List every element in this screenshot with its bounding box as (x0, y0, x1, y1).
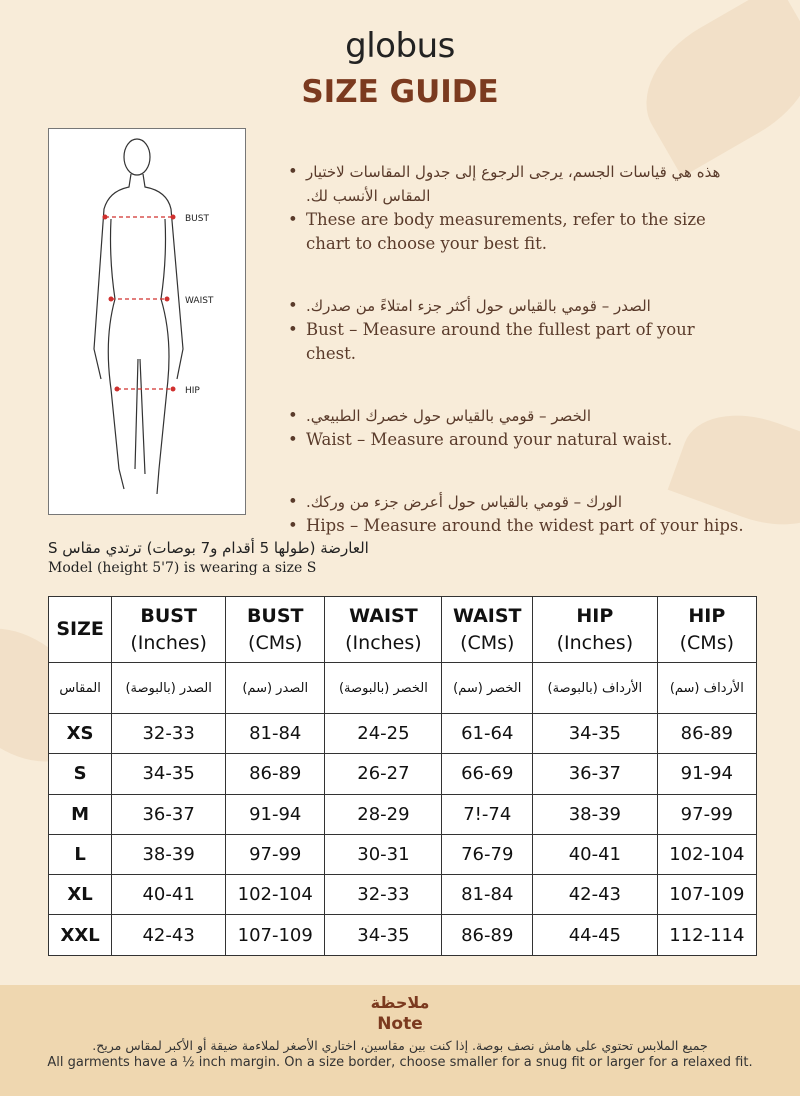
column-header-ar: الأرداف (بالبوصة) (533, 663, 658, 714)
measurement-cell: 97-99 (657, 794, 756, 834)
measurement-cell: 97-99 (226, 834, 325, 874)
page-title: SIZE GUIDE (301, 74, 499, 110)
header-main: BUST (246, 604, 304, 627)
bullet-ar: الورك – قومي بالقياس حول أعرض جزء من وركك. (306, 493, 623, 511)
measurement-cell: 24-25 (325, 714, 442, 754)
table-row (49, 714, 757, 754)
table-row (49, 915, 757, 955)
column-header-ar: الصدر (سم) (226, 663, 325, 714)
measurement-cell: 32-33 (112, 714, 226, 754)
size-cell: L (49, 834, 112, 874)
measurement-cell: 76-79 (442, 834, 533, 874)
measurement-cell: 28-29 (325, 794, 442, 834)
model-info-en: Model (height 5'7) is wearing a size S (48, 560, 317, 576)
model-info-ar: العارضة (طولها 5 أقدام و7 بوصات) ترتدي مقاس S (48, 539, 369, 557)
header-unit: (Inches) (130, 631, 207, 654)
column-header (533, 597, 658, 663)
table-row (49, 875, 757, 915)
measurement-cell: 7!-74 (442, 794, 533, 834)
bullet-ar: الخصر – قومي بالقياس حول خصرك الطبيعي. (306, 407, 592, 425)
column-header-ar: الخصر (بالبوصة) (325, 663, 442, 714)
table-row (49, 754, 757, 794)
bullet-ar: الصدر – قومي بالقياس حول أكثر جزء امتلاءً من صدرك. (306, 297, 651, 315)
bullet-en: Hips – Measure around the widest part of your hips. (306, 516, 744, 535)
size-cell: XS (49, 714, 112, 754)
bullet-en: Waist – Measure around your natural waist. (306, 430, 673, 449)
header-row (49, 597, 757, 663)
header-main: BUST (140, 604, 197, 627)
bust-label: BUST (185, 214, 209, 224)
header-unit: (Inches) (345, 631, 422, 654)
measurement-cell: 36-37 (112, 794, 226, 834)
hip-label: HIP (185, 386, 200, 396)
measurement-cell: 26-27 (325, 754, 442, 794)
column-header-ar: الصدر (بالبوصة) (112, 663, 226, 714)
column-header-ar: الخصر (سم) (442, 663, 533, 714)
note-text-ar: جميع الملابس تحتوي على هامش نصف بوصة. إذا كنت بين مقاسين، اختاري الأصغر لملاءمة ضيقة أو الأكبر لمقاس مريح. (92, 1038, 708, 1053)
model-info (48, 538, 369, 578)
size-cell: S (49, 754, 112, 794)
measurement-cell: 38-39 (533, 794, 658, 834)
measurement-cell: 61-64 (442, 714, 533, 754)
measurement-cell: 66-69 (442, 754, 533, 794)
header-unit: (CMs) (679, 631, 735, 654)
header-unit: (CMs) (248, 631, 303, 654)
measurement-cell: 112-114 (657, 915, 756, 955)
note-title: Note (377, 1014, 423, 1034)
measurement-cell: 32-33 (325, 875, 442, 915)
measurement-cell: 36-37 (533, 754, 658, 794)
measurement-cell: 102-104 (657, 834, 756, 874)
size-table (48, 596, 757, 956)
measurement-cell: 34-35 (533, 714, 658, 754)
table-row (49, 834, 757, 874)
column-header (226, 597, 325, 663)
brand-logo: globus (345, 26, 455, 66)
measurement-cell: 86-89 (226, 754, 325, 794)
header-unit: (CMs) (460, 631, 515, 654)
measurement-cell: 38-39 (112, 834, 226, 874)
measurement-cell: 107-109 (226, 915, 325, 955)
table-row (49, 794, 757, 834)
column-header (442, 597, 533, 663)
measurement-cell: 42-43 (112, 915, 226, 955)
measurement-cell: 34-35 (112, 754, 226, 794)
header-row-ar (49, 663, 757, 714)
header-main: WAIST (349, 604, 418, 627)
column-header (112, 597, 226, 663)
measurement-cell: 86-89 (442, 915, 533, 955)
column-header-ar: الأرداف (سم) (657, 663, 756, 714)
measurement-cell: 107-109 (657, 875, 756, 915)
column-header (657, 597, 756, 663)
measurement-cell: 40-41 (112, 875, 226, 915)
waist-label: WAIST (185, 296, 214, 306)
measurement-cell: 91-94 (226, 794, 325, 834)
note-text: All garments have a ½ inch margin. On a size border, choose smaller for a snug fit or larger for a relaxed fit. (47, 1055, 753, 1070)
measurement-cell: 91-94 (657, 754, 756, 794)
header-main: SIZE (56, 618, 104, 640)
bullet-en: These are body measurements, refer to the size chart to choose your best fit. (306, 210, 706, 253)
bullet-en: Bust – Measure around the fullest part of your chest. (306, 320, 695, 363)
size-cell: M (49, 794, 112, 834)
instructions-list: • هذه هي قياسات الجسم، يرجى الرجوع إلى جدول المقاسات لاختيار المقاس الأنسب لك. • These are body measurements, refer to the size chart to choose your best fit. • الصدر – قومي بالقياس حول أكثر جزء امتلاءً من صدرك. • Bust – Measure around the fullest part of your chest. • الخصر – قومي بالقياس حول خصرك الطبيعي. • Waist – Measure around your natural waist. • الورك – قومي بالقياس حول أعرض جزء من وركك. • Hips – Measure around the widest part of your hips. (288, 160, 748, 576)
column-header-ar: المقاس (49, 663, 112, 714)
measurement-cell: 86-89 (657, 714, 756, 754)
measurement-cell: 42-43 (533, 875, 658, 915)
header-main: WAIST (452, 604, 522, 627)
measurement-cell: 44-45 (533, 915, 658, 955)
header-main: HIP (688, 604, 726, 627)
column-header (49, 597, 112, 663)
note-section (0, 985, 800, 1096)
measurement-cell: 34-35 (325, 915, 442, 955)
body-measurement-figure (48, 128, 246, 515)
bullet-ar: هذه هي قياسات الجسم، يرجى الرجوع إلى جدول المقاسات لاختيار المقاس الأنسب لك. (306, 163, 721, 205)
measurement-cell: 30-31 (325, 834, 442, 874)
header-main: HIP (576, 604, 614, 627)
column-header (325, 597, 442, 663)
measurement-cell: 102-104 (226, 875, 325, 915)
measurement-cell: 81-84 (442, 875, 533, 915)
measurement-cell: 40-41 (533, 834, 658, 874)
size-cell: XXL (49, 915, 112, 955)
note-title-ar: ملاحظة (370, 993, 430, 1012)
measurement-cell: 81-84 (226, 714, 325, 754)
header-unit: (Inches) (556, 631, 634, 654)
size-cell: XL (49, 875, 112, 915)
